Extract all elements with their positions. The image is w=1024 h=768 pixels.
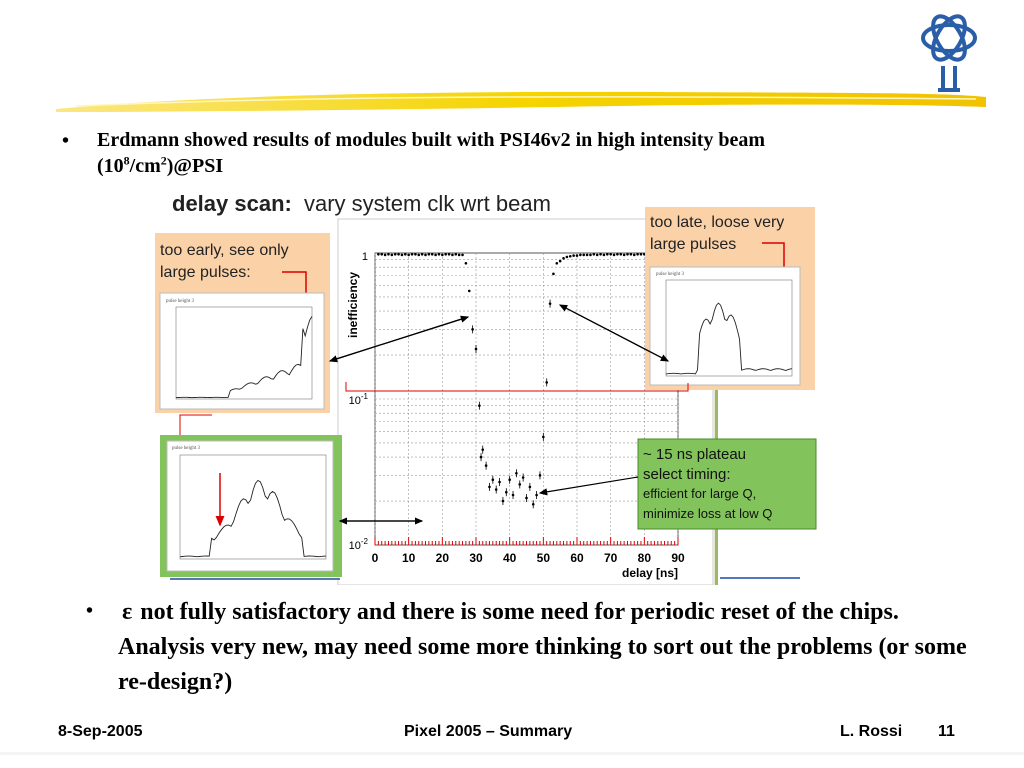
- data-point: [414, 253, 417, 256]
- y-axis-label: inefficiency: [346, 271, 360, 339]
- data-point: [576, 254, 579, 257]
- bullet-text: not fully satisfactory and there is some need for periodic reset of the chips. Analysis very new, may need some more thinking to sort out the problems (or some re-design?): [118, 599, 967, 695]
- data-point: [636, 253, 639, 256]
- data-point: [411, 253, 414, 256]
- data-point: [559, 260, 562, 263]
- data-point: [387, 253, 390, 256]
- data-point: [431, 253, 434, 256]
- figure-title: delay scan: vary system clk wrt beam: [172, 191, 551, 216]
- data-point: [461, 254, 464, 257]
- x-tick-label: 20: [435, 551, 450, 565]
- x-tick-label: 30: [469, 551, 483, 565]
- footer-title: Pixel 2005 – Summary: [404, 723, 573, 740]
- data-point: [630, 253, 633, 256]
- data-point: [603, 254, 606, 257]
- data-point: [448, 253, 451, 256]
- data-point: [619, 253, 622, 256]
- svg-text:too early, see only: too early, see only: [160, 242, 289, 259]
- data-point: [444, 253, 447, 256]
- y-tick-1: 1: [361, 251, 368, 263]
- x-tick-label: 70: [603, 551, 618, 565]
- x-tick-label: 90: [671, 551, 685, 565]
- bullet-line: Erdmann showed results of modules built with PSI46v2 in high intensity beam: [97, 129, 766, 151]
- data-point: [401, 254, 404, 257]
- footer-date: 8-Sep-2005: [58, 723, 143, 740]
- callout-too-early: [155, 233, 330, 413]
- data-point: [623, 254, 626, 257]
- x-tick-label: 80: [637, 551, 652, 565]
- data-point: [606, 253, 609, 256]
- x-tick-label: 60: [570, 551, 584, 565]
- epsilon-symbol: ε: [122, 599, 133, 625]
- data-point: [593, 253, 596, 256]
- callout-plateau-note: [638, 439, 816, 529]
- svg-text:pulse height 3: pulse height 3: [656, 272, 685, 277]
- data-point: [633, 254, 636, 257]
- data-point: [465, 262, 468, 265]
- y-tick-001: $10^{-2}$: [348, 537, 368, 552]
- data-point: [616, 253, 619, 256]
- data-point: [613, 254, 616, 257]
- data-point: [552, 273, 555, 276]
- footer-author: L. Rossi: [840, 723, 903, 740]
- footer-page-number: 11: [938, 723, 955, 740]
- data-point: [562, 257, 565, 260]
- x-tick-label: 10: [401, 551, 416, 565]
- svg-text:select timing:: select timing:: [643, 466, 731, 483]
- data-point: [626, 253, 629, 256]
- delay-scan-figure: [150, 185, 830, 585]
- data-point: [377, 253, 380, 256]
- y-tick-01: $10^{-1}$: [348, 392, 368, 407]
- data-point: [572, 254, 575, 257]
- bullet-marker: •: [86, 600, 94, 622]
- data-point: [589, 254, 592, 257]
- x-axis-label: delay [ns]: [621, 566, 678, 580]
- svg-text:pulse height 3: pulse height 3: [166, 299, 195, 304]
- data-point: [438, 253, 441, 256]
- data-point: [596, 254, 599, 257]
- data-point: [582, 254, 585, 257]
- data-point: [455, 253, 458, 256]
- data-point: [441, 254, 444, 257]
- svg-text:efficient for large Q,: efficient for large Q,: [643, 486, 757, 501]
- bottom-rule: [0, 752, 1024, 755]
- data-point: [404, 253, 407, 256]
- data-point: [384, 254, 387, 257]
- data-point: [391, 254, 394, 257]
- data-point: [417, 254, 420, 257]
- data-point: [569, 255, 572, 258]
- data-point: [451, 254, 454, 257]
- data-point: [640, 253, 643, 256]
- data-point: [599, 253, 602, 256]
- decorative-swoosh: [56, 82, 986, 122]
- svg-text:pulse height 3: pulse height 3: [172, 446, 201, 451]
- svg-text:minimize loss at low Q: minimize loss at low Q: [643, 506, 773, 521]
- data-point: [556, 262, 559, 265]
- data-point: [424, 254, 427, 257]
- data-point: [394, 253, 397, 256]
- callout-too-late: [645, 207, 815, 390]
- data-point: [434, 254, 437, 257]
- data-point: [397, 253, 400, 256]
- svg-text:too late, loose very: too late, loose very: [650, 214, 785, 231]
- data-point: [458, 254, 461, 257]
- svg-text:large pulses:: large pulses:: [160, 264, 251, 281]
- data-point: [407, 254, 410, 257]
- bullet-efficiency-note: [118, 595, 978, 700]
- data-point: [566, 256, 569, 259]
- data-point: [421, 253, 424, 256]
- data-point: [380, 253, 383, 256]
- x-tick-label: 50: [536, 551, 551, 565]
- x-tick-label: 0: [371, 551, 379, 565]
- svg-text:large pulses: large pulses: [650, 236, 737, 253]
- data-point: [468, 290, 471, 293]
- svg-text:~ 15 ns plateau: ~ 15 ns plateau: [643, 446, 747, 463]
- bullet-marker: •: [62, 130, 70, 152]
- data-point: [609, 253, 612, 256]
- bullet-erdmann-results: [97, 127, 977, 179]
- data-point: [586, 254, 589, 257]
- x-tick-label: 40: [502, 551, 517, 565]
- beam-intensity-text: $(10^8/cm^2)@PSI$: [97, 153, 224, 177]
- data-point: [579, 254, 582, 257]
- data-point: [428, 253, 431, 256]
